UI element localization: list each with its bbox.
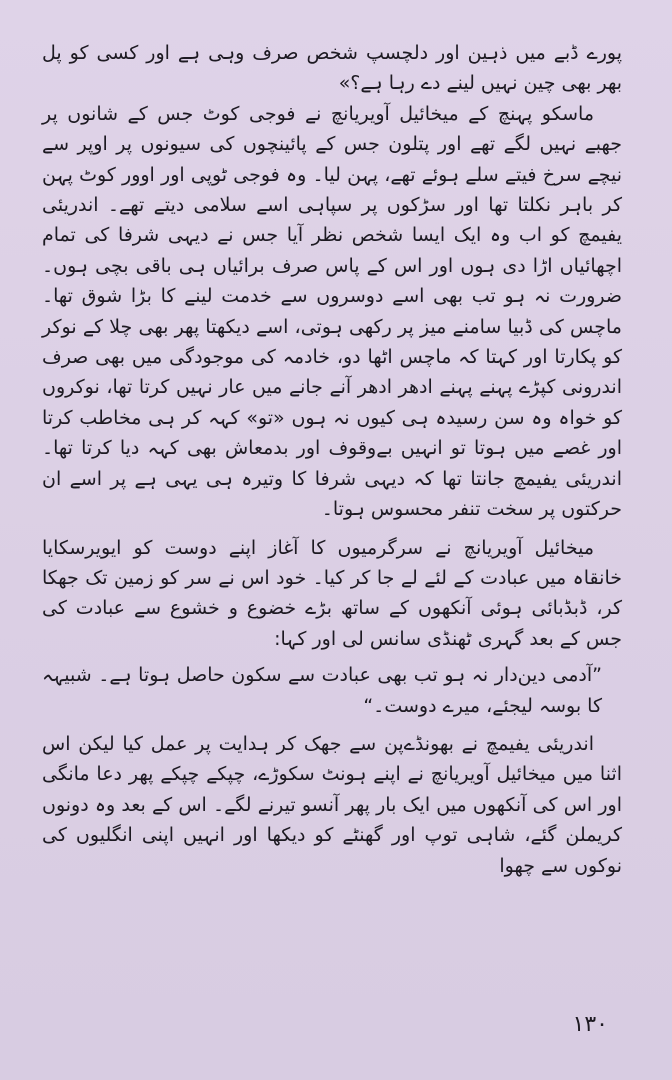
page-text xyxy=(42,38,622,881)
page-number: ١٣٠ xyxy=(572,1012,608,1037)
paragraph-monastery-visit: میخائیل آویریانچ نے سرگرمیوں کا آغاز اپنے دوست کو ایویرسکایا خانقاہ میں عبادت کے لئے لے جا کر کیا۔ خود اس نے سر کو زمین تک جھکا کر، ڈبڈبائی ہوئی آنکھوں کے ساتھ بڑے خضوع و خشوع سے عبادت کی جس کے بعد گہری ٹھنڈی سانس لی اور کہا: xyxy=(42,536,622,650)
paragraph-kremlin-visit: اندریئی یفیمچ نے بھونڈے‌پن سے جھک کر ہدایت پر عمل کیا لیکن اس اثنا میں میخائیل آویریانچ نے اپنے ہونٹ سکوڑے، چپکے چپکے پھر دعا مانگی اور اس کی آنکھوں میں ایک بار پھر آنسو تیرنے لگے۔ اس کے بعد وہ دونوں کریملن گئے، شاہی توپ اور گھنٹے کو دیکھا اور انہیں اپنی انگلیوں کی نوکوں سے چھوا xyxy=(42,732,622,877)
paragraph-continuation: پورے ڈبے میں ذہین اور دلچسپ شخص صرف وہی ہے اور کسی کو پل بھر بھی چین نہیں لینے دے رہا ہے؟» xyxy=(42,42,622,95)
paragraph-moscow-arrival: ماسکو پہنچ کے میخائیل آویریانچ نے فوجی کوٹ جس کے شانوں پر جھبے نہیں لگے تھے اور پتلون جس کے پائینچوں کی سیونوں پر اوپر سے نیچے سرخ فیتے سلے ہوئے تھے، پہن لیا۔ وہ فوجی ٹوپی اور اوور کوٹ پہن کر باہر نکلتا تھا اور سڑکوں پر سپاہی اسے سلامی دیتے تھے۔ اندریئی یفیمچ کو اب وہ ایک ایسا شخص نظر آیا جس نے دیہی شرفا کی تمام اچھائیاں اڑا دی ہوں اور اس کے پاس صرف برائیاں ہی باقی بچی ہوں۔ ضرورت نہ ہو تب بھی اسے دوسروں سے خدمت لینے کا بڑا شوق تھا۔ ماچس کی ڈبیا سامنے میز پر رکھی ہوتی، اسے دیکھتا پھر بھی چلا کے نوکر کو پکارتا اور کہتا کہ ماچس اٹھا دو، خادمہ کی موجودگی میں بھی صرف اندرونی کپڑے پہنے پہنے ادھر ادھر آنے جانے میں عار نہیں کرتا تھا، نوکروں کو خواہ وہ سن رسیدہ ہی کیوں نہ ہوں «تو» کہہ کر ہی مخاطب کرتا اور غصے میں ہوتا تو انہیں بےوقوف اور بدمعاش بھی کہہ دیا کرتا تھا۔ اندریئی یفیمچ جانتا تھا کہ دیہی شرفا کا وتیرہ ہی یہی ہے پر اسے ان حرکتوں پر سخت تنفر محسوس ہوتا۔ xyxy=(42,102,622,521)
paragraph-quoted-speech: ”آدمی دین‌دار نہ ہو تب بھی عبادت سے سکون حاصل ہوتا ہے۔ شبیہہ کا بوسہ لیجئے، میرے دوست۔“ xyxy=(42,664,602,717)
